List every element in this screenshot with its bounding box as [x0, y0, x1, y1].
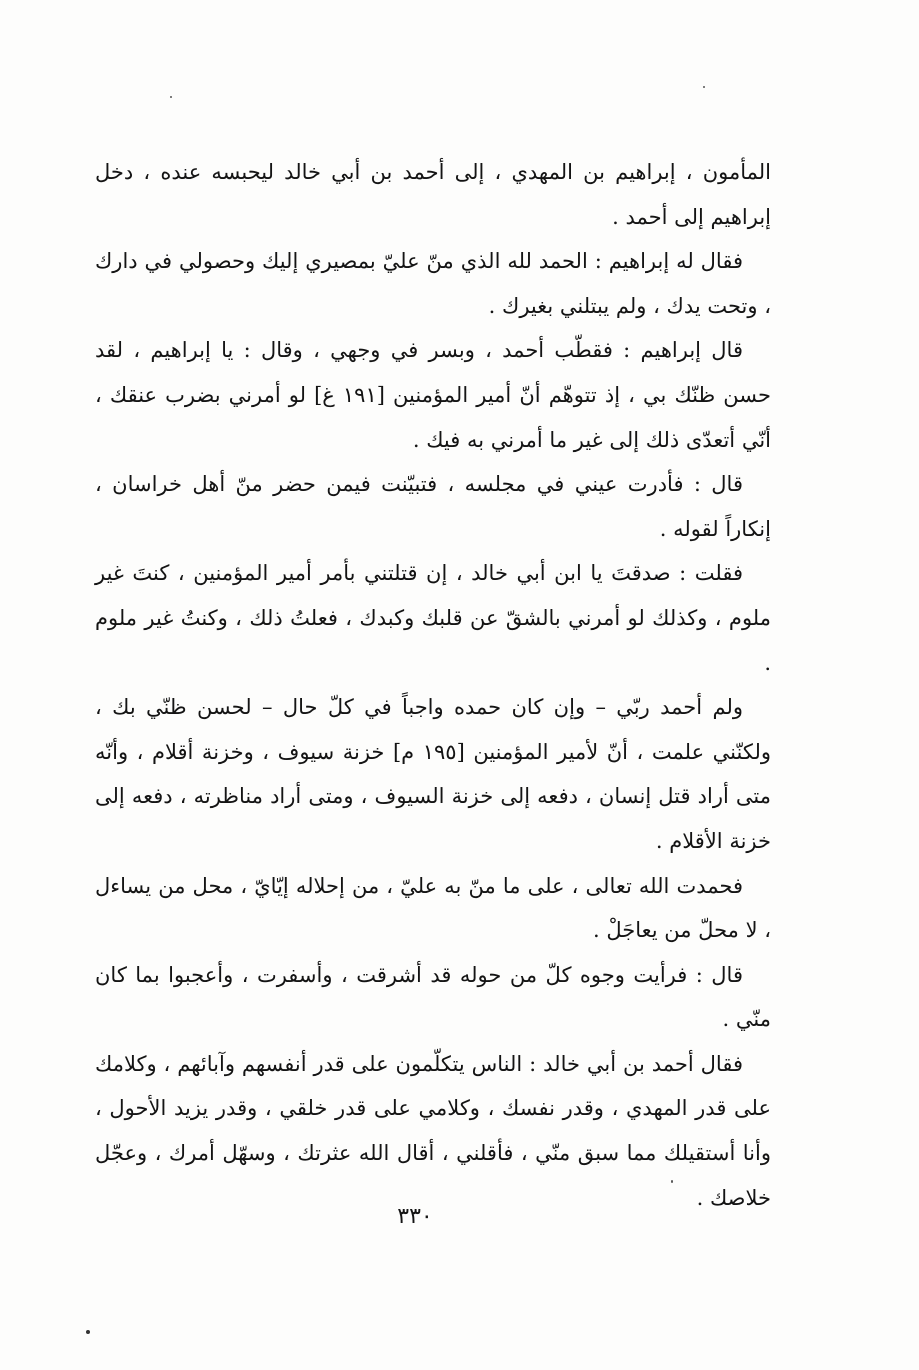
paragraph-8: قال : فرأيت وجوه كلّ من حوله قد أشرقت ، وأسفرت ، وأعجبوا بما كان منّي . [95, 962, 771, 1032]
paragraph-3: قال إبراهيم : فقطّب أحمد ، وبسر في وجهي ، وقال : يا إبراهيم ، لقد حسن ظنّك بي ، إذ تتوهّم أنّ أمير المؤمنين [١٩١ غ] لو أمرني بضرب عنقك ، أنّي أتعدّى ذلك إلى غير ما أمرني به فيك . [95, 338, 771, 452]
paragraph-1: المأمون ، إبراهيم بن المهدي ، إلى أحمد بن أبي خالد ليحبسه عنده ، دخل إبراهيم إلى أحمد . [95, 160, 771, 229]
paragraph-4: قال : فأدرت عيني في مجلسه ، فتبيّنت فيمن حضر منّ أهل خراسان ، إنكاراً لقوله . [95, 472, 771, 541]
paragraph-2: فقال له إبراهيم : الحمد لله الذي منّ عليّ بمصيري إليك وحصولي في دارك ، وتحت يدك ، ولم يبتلني بغيرك . [95, 249, 771, 318]
paper-speck [671, 1180, 673, 1183]
page-number: ٣٣٠ [397, 1204, 433, 1229]
page-body [95, 150, 771, 1220]
paragraph-5: فقلت : صدقتَ يا ابن أبي خالد ، إن قتلتني بأمر أمير المؤمنين ، كنتَ غير ملوم ، وكذلك لو أمرني بالشقّ عن قلبك وكبدك ، فعلتُ ذلك ، وكنتُ غير ملوم . [95, 561, 771, 675]
paper-speck [170, 96, 172, 98]
paragraph-6: ولم أحمد ربّي – وإن كان حمده واجباً في كلّ حال – لحسن ظنّي بك ، ولكنّني علمت ، أنّ لأمير المؤمنين [١٩٥ م] خزنة سيوف ، وخزنة أقلام ، وأنّه متى أراد قتل إنسان ، دفعه إلى خزنة السيوف ، ومتى أراد مناظرته ، دفعه إلى خزنة الأقلام . [95, 695, 771, 853]
paper-speck [86, 1330, 90, 1334]
paragraph-7: فحمدت الله تعالى ، على ما منّ به عليّ ، من إحلاله إيّايّ ، محل من يساءل ، لا محلّ من يعاجَلْ . [95, 873, 771, 943]
paper-speck [703, 86, 705, 88]
paragraph-9: فقال أحمد بن أبي خالد : الناس يتكلّمون على قدر أنفسهم وآبائهم ، وكلامك على قدر المهدي ، وقدر نفسك ، وكلامي على قدر خلقي ، وقدر يزيد الأحول ، وأنا أستقيلك مما سبق منّي ، فأقلني ، أقال الله عثرتك ، وسهّل أمرك ، وعجّل خلاصك . [95, 1051, 771, 1210]
